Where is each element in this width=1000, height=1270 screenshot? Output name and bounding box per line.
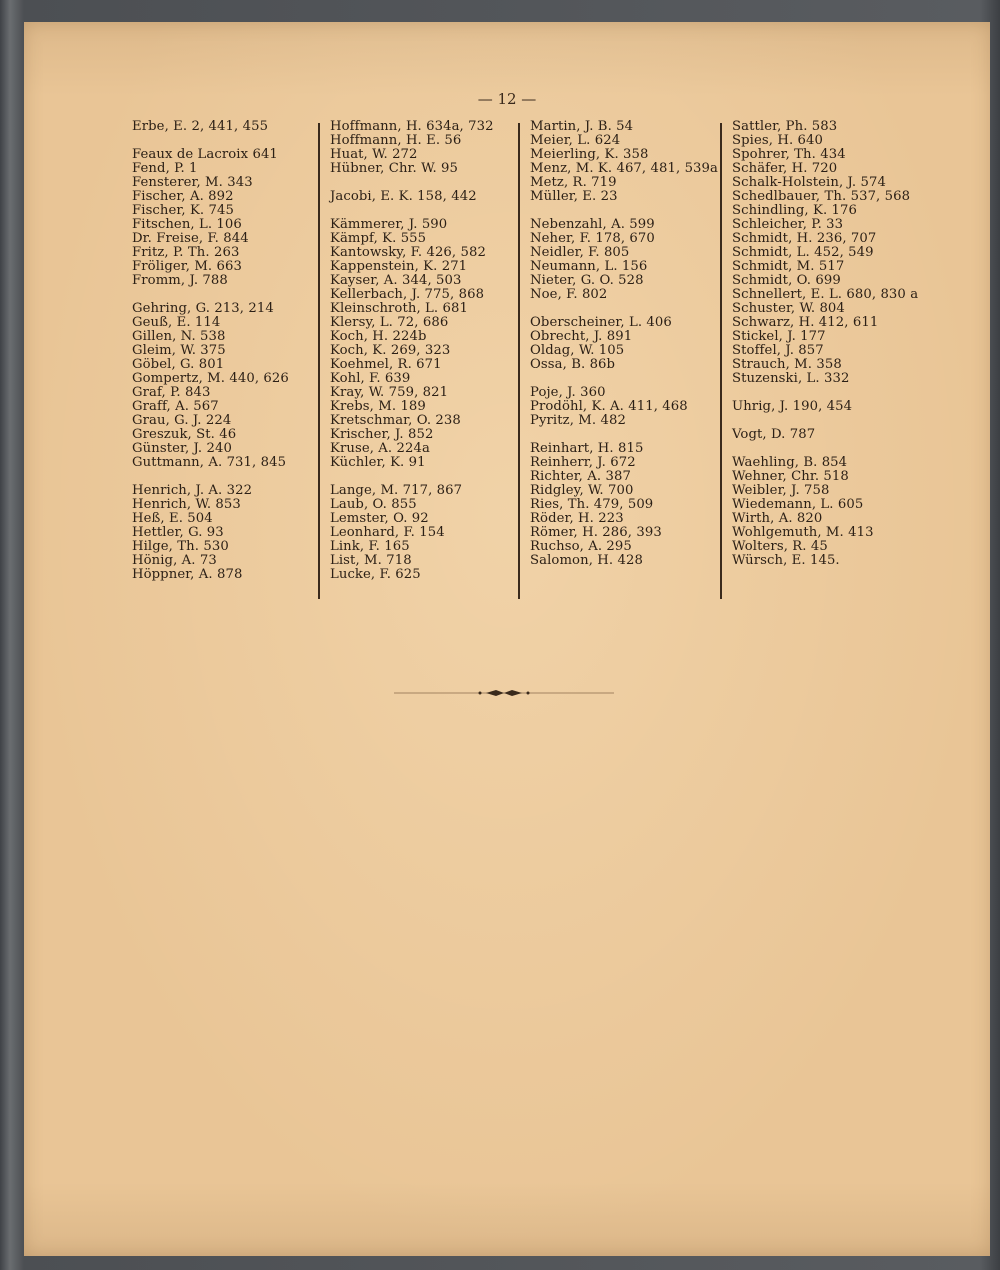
index-entry: Dr. Freise, F. 844 <box>132 231 249 246</box>
index-entry: Gleim, W. 375 <box>132 343 226 358</box>
index-entry: Geuß, E. 114 <box>132 315 221 330</box>
index-entry: Schmidt, O. 699 <box>732 273 841 288</box>
column-divider-3 <box>720 123 722 599</box>
index-entry: Stuzenski, L. 332 <box>732 371 850 386</box>
index-entry: Krischer, J. 852 <box>330 427 434 442</box>
index-column-3 <box>530 120 718 568</box>
index-entry: Kellerbach, J. 775, 868 <box>330 287 485 302</box>
index-entry: Kretschmar, O. 238 <box>330 413 461 428</box>
index-entry: Richter, A. 387 <box>530 469 631 484</box>
index-entry: Feaux de Lacroix 641 <box>132 147 278 162</box>
index-entry: Fischer, K. 745 <box>132 203 234 218</box>
index-entry: Kruse, A. 224a <box>330 441 430 456</box>
index-entry: Greszuk, St. 46 <box>132 427 237 442</box>
index-entry: Göbel, G. 801 <box>132 357 225 372</box>
index-entry: Uhrig, J. 190, 454 <box>732 399 853 414</box>
index-entry: Koehmel, R. 671 <box>330 357 442 372</box>
group-spacer <box>732 386 918 400</box>
index-entry: Schmidt, M. 517 <box>732 259 845 274</box>
index-entry: Meier, L. 624 <box>530 133 621 148</box>
index-entry: Gompertz, M. 440, 626 <box>132 371 289 386</box>
index-entry: Fischer, A. 892 <box>132 189 234 204</box>
group-spacer <box>330 204 494 218</box>
index-column-1 <box>132 120 289 582</box>
index-entry: Pyritz, M. 482 <box>530 413 626 428</box>
index-entry: Oldag, W. 105 <box>530 343 625 358</box>
index-entry: Leonhard, F. 154 <box>330 525 445 540</box>
index-entry: Hübner, Chr. W. 95 <box>330 161 459 176</box>
index-entry: Schäfer, H. 720 <box>732 161 838 176</box>
index-entry: Jacobi, E. K. 158, 442 <box>330 189 477 204</box>
index-entry: Hoffmann, H. 634a, 732 <box>330 119 494 134</box>
index-entry: Erbe, E. 2, 441, 455 <box>132 119 269 134</box>
index-entry: Salomon, H. 428 <box>530 553 643 568</box>
index-entry: Kantowsky, F. 426, 582 <box>330 245 486 260</box>
index-entry: Henrich, J. A. 322 <box>132 483 253 498</box>
index-entry: Hilge, Th. 530 <box>132 539 229 554</box>
index-entry: Hoffmann, H. E. 56 <box>330 133 462 148</box>
index-entry: Schalk-Holstein, J. 574 <box>732 175 886 190</box>
index-entry: Schnellert, E. L. 680, 830 a <box>732 287 919 302</box>
index-entry: Schuster, W. 804 <box>732 301 845 316</box>
group-spacer <box>132 470 289 484</box>
index-entry: Kleinschroth, L. 681 <box>330 301 468 316</box>
group-spacer <box>330 176 494 190</box>
index-entry: Wohlgemuth, M. 413 <box>732 525 874 540</box>
index-entry: Ruchso, A. 295 <box>530 539 632 554</box>
index-entry: Gehring, G. 213, 214 <box>132 301 274 316</box>
index-entry: Höppner, A. 878 <box>132 567 243 582</box>
group-spacer <box>530 372 718 386</box>
index-entry: Stoffel, J. 857 <box>732 343 824 358</box>
group-spacer <box>732 414 918 428</box>
group-spacer <box>530 302 718 316</box>
index-entry: Gillen, N. 538 <box>132 329 226 344</box>
index-entry: Ridgley, W. 700 <box>530 483 634 498</box>
group-spacer <box>132 134 289 148</box>
index-entry: Laub, O. 855 <box>330 497 417 512</box>
index-entry: Neumann, L. 156 <box>530 259 648 274</box>
index-entry: Reinhart, H. 815 <box>530 441 644 456</box>
index-entry: Fritz, P. Th. 263 <box>132 245 240 260</box>
column-divider-2 <box>518 123 520 599</box>
index-entry: Günster, J. 240 <box>132 441 232 456</box>
index-entry: Huat, W. 272 <box>330 147 418 162</box>
index-entry: Stickel, J. 177 <box>732 329 826 344</box>
index-entry: Küchler, K. 91 <box>330 455 426 470</box>
index-entry: Reinherr, J. 672 <box>530 455 636 470</box>
index-entry: Röder, H. 223 <box>530 511 624 526</box>
index-entry: Noe, F. 802 <box>530 287 608 302</box>
index-entry: Grau, G. J. 224 <box>132 413 232 428</box>
index-entry: Fitschen, L. 106 <box>132 217 242 232</box>
index-entry: Graf, P. 843 <box>132 385 211 400</box>
index-entry: Nieter, G. O. 528 <box>530 273 644 288</box>
index-entry: Spohrer, Th. 434 <box>732 147 846 162</box>
index-entry: Lange, M. 717, 867 <box>330 483 463 498</box>
index-column-4 <box>732 120 918 568</box>
group-spacer <box>530 204 718 218</box>
page-number: — 12 — <box>477 90 537 108</box>
index-entry: Neher, F. 178, 670 <box>530 231 655 246</box>
index-entry: Fröliger, M. 663 <box>132 259 242 274</box>
index-entry: Spies, H. 640 <box>732 133 824 148</box>
index-entry: Waehling, B. 854 <box>732 455 848 470</box>
index-entry: Kämmerer, J. 590 <box>330 217 448 232</box>
group-spacer <box>530 428 718 442</box>
index-entry: Wirth, A. 820 <box>732 511 823 526</box>
index-entry: Krebs, M. 189 <box>330 399 426 414</box>
document-page <box>24 22 990 1256</box>
index-entry: Strauch, M. 358 <box>732 357 842 372</box>
index-entry: Nebenzahl, A. 599 <box>530 217 655 232</box>
index-entry: Wolters, R. 45 <box>732 539 828 554</box>
index-entry: Kayser, A. 344, 503 <box>330 273 462 288</box>
group-spacer <box>732 442 918 456</box>
index-entry: Henrich, W. 853 <box>132 497 241 512</box>
index-entry: Kappenstein, K. 271 <box>330 259 468 274</box>
index-entry: Menz, M. K. 467, 481, 539a <box>530 161 718 176</box>
index-entry: Hettler, G. 93 <box>132 525 224 540</box>
index-entry: Wehner, Chr. 518 <box>732 469 849 484</box>
index-entry: Vogt, D. 787 <box>732 427 816 442</box>
index-entry: Ossa, B. 86b <box>530 357 616 372</box>
index-entry: Schwarz, H. 412, 611 <box>732 315 879 330</box>
index-entry: Schedlbauer, Th. 537, 568 <box>732 189 911 204</box>
index-entry: Sattler, Ph. 583 <box>732 119 838 134</box>
index-entry: Link, F. 165 <box>330 539 410 554</box>
index-entry: Fromm, J. 788 <box>132 273 228 288</box>
index-entry: Lucke, F. 625 <box>330 567 421 582</box>
index-entry: Guttmann, A. 731, 845 <box>132 455 287 470</box>
index-entry: Kämpf, K. 555 <box>330 231 427 246</box>
index-entry: Kray, W. 759, 821 <box>330 385 449 400</box>
index-entry: Kohl, F. 639 <box>330 371 411 386</box>
index-entry: Koch, K. 269, 323 <box>330 343 451 358</box>
index-entry: Würsch, E. 145. <box>732 553 840 568</box>
index-entry: Müller, E. 23 <box>530 189 618 204</box>
index-entry: Schleicher, P. 33 <box>732 217 844 232</box>
index-entry: Lemster, O. 92 <box>330 511 429 526</box>
index-entry: Schmidt, H. 236, 707 <box>732 231 877 246</box>
index-entry: Poje, J. 360 <box>530 385 606 400</box>
ornament-divider <box>394 688 614 698</box>
index-entry: Neidler, F. 805 <box>530 245 630 260</box>
index-entry: Meierling, K. 358 <box>530 147 649 162</box>
index-entry: Martin, J. B. 54 <box>530 119 634 134</box>
index-entry: Graff, A. 567 <box>132 399 219 414</box>
group-spacer <box>132 288 289 302</box>
index-entry: Weibler, J. 758 <box>732 483 830 498</box>
index-entry: Klersy, L. 72, 686 <box>330 315 449 330</box>
index-entry: Römer, H. 286, 393 <box>530 525 662 540</box>
index-entry: Schmidt, L. 452, 549 <box>732 245 874 260</box>
index-entry: Prodöhl, K. A. 411, 468 <box>530 399 688 414</box>
index-entry: Oberscheiner, L. 406 <box>530 315 672 330</box>
index-entry: Heß, E. 504 <box>132 511 213 526</box>
column-divider-1 <box>318 123 320 599</box>
index-entry: Koch, H. 224b <box>330 329 427 344</box>
index-entry: Schindling, K. 176 <box>732 203 858 218</box>
index-entry: List, M. 718 <box>330 553 412 568</box>
index-column-2 <box>330 120 494 582</box>
index-entry: Fensterer, M. 343 <box>132 175 253 190</box>
group-spacer <box>330 470 494 484</box>
index-entry: Fend, P. 1 <box>132 161 198 176</box>
index-entry: Hönig, A. 73 <box>132 553 217 568</box>
index-entry: Metz, R. 719 <box>530 175 617 190</box>
index-entry: Wiedemann, L. 605 <box>732 497 864 512</box>
index-entry: Ries, Th. 479, 509 <box>530 497 654 512</box>
index-entry: Obrecht, J. 891 <box>530 329 633 344</box>
